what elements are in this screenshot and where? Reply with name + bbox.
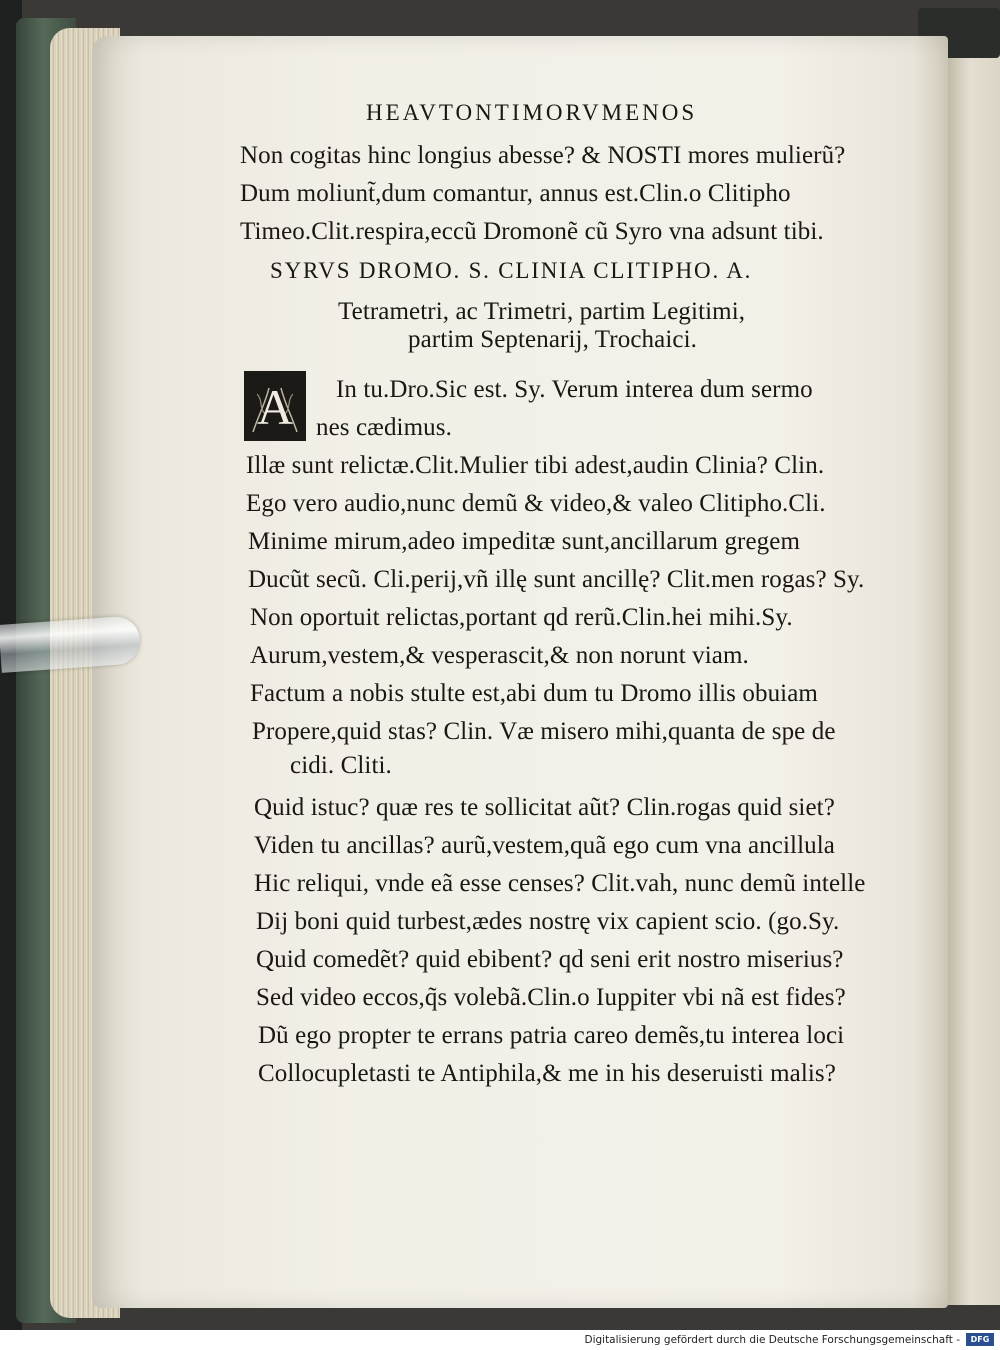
text-line: Dũ ego propter te errans patria careo demẽs,tu interea loci	[258, 1022, 845, 1049]
scene-heading: SYRVS DROMO. S. CLINIA CLITIPHO. A.	[270, 258, 753, 283]
text-line: Aurum,vestem,& vesperascit,& non norunt viam.	[250, 642, 749, 669]
text-line: Sed video eccos,q̃s volebã.Clin.o Iuppiter vbi nã est fides?	[256, 984, 846, 1011]
text-line: cidi. Cliti.	[290, 752, 392, 779]
text-line: Dum moliunt̃,dum comantur, annus est.Clin.o Clitipho	[240, 180, 791, 207]
text-line: Quid comedẽt? quid ebibent? qd seni erit nostro miserius?	[256, 946, 844, 973]
initial-ornament-icon	[247, 374, 303, 438]
text-line: Ego vero audio,nunc demũ & video,& valeo Clitipho.Cli.	[246, 490, 826, 517]
running-header: HEAVTONTIMORVMENOS	[366, 100, 698, 125]
footer-credit: Digitalisierung gefördert durch die Deutsche Forschungsgemeinschaft -	[584, 1334, 960, 1346]
glass-rod-icon	[0, 615, 142, 673]
text-line: nes cædimus.	[316, 414, 452, 441]
svg-text:A: A	[256, 379, 294, 435]
text-line: Minime mirum,adeo impeditæ sunt,ancillarum gregem	[248, 528, 801, 555]
text-line: Quid istuc? quæ res te sollicitat aũt? Clin.rogas quid siet?	[254, 794, 835, 821]
meter-note: Tetrametri, ac Trimetri, partim Legitimi,	[338, 298, 746, 325]
digitization-footer	[0, 1330, 1000, 1350]
text-line: Dij boni quid turbest,ædes nostrę vix capient scio. (go.Sy.	[256, 908, 840, 935]
text-line: In tu.Dro.Sic est. Sy. Verum interea dum sermo	[336, 376, 813, 403]
text-line: Non oportuit relictas,portant qd rerũ.Clin.hei mihi.Sy.	[250, 604, 793, 631]
text-line: Timeo.Clit.respira,eccũ Dromonẽ cũ Syro vna adsunt tibi.	[240, 218, 824, 245]
text-line: Hic reliqui, vnde eã esse censes? Clit.vah, nunc demũ intelle	[254, 870, 866, 897]
text-line: Factum a nobis stulte est,abi dum tu Dromo illis obuiam	[250, 680, 818, 707]
text-line: Illæ sunt relictæ.Clit.Mulier tibi adest,audin Clinia? Clin.	[246, 452, 825, 479]
text-line: Propere,quid stas? Clin. Væ misero mihi,quanta de spe de	[252, 718, 836, 745]
dfg-logo-icon: DFG	[966, 1333, 994, 1346]
text-line: Viden tu ancillas? aurũ,vestem,quã ego cum vna ancillula	[254, 832, 835, 859]
decorated-initial-icon	[244, 371, 306, 441]
text-line: Ducũt secũ. Cli.perij,vñ illę sunt ancillę? Clit.men rogas? Sy.	[248, 566, 865, 593]
text-line: Collocupletasti te Antiphila,& me in his deseruisti malis?	[258, 1060, 836, 1087]
text-line: Non cogitas hinc longius abesse? & NOSTI mores mulierũ?	[240, 142, 846, 169]
meter-note: partim Septenarij, Trochaici.	[408, 326, 697, 353]
